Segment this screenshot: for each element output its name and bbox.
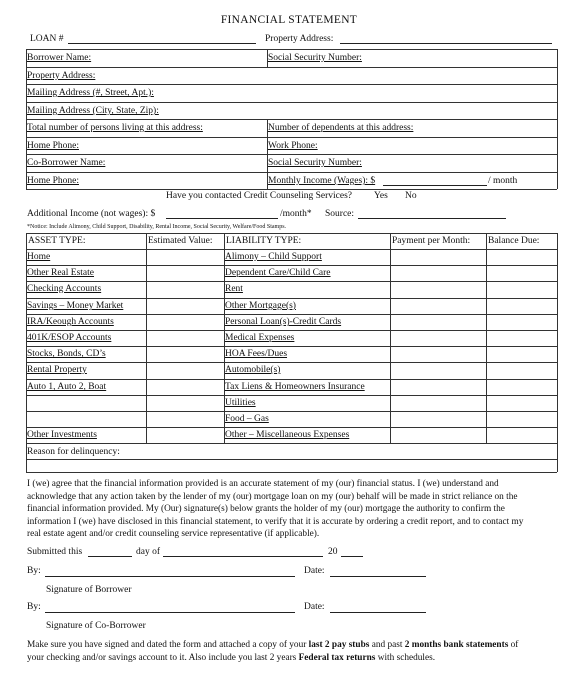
counseling-question: Have you contacted Credit Counseling Services? [166,191,352,201]
table-col-divider [557,233,558,443]
header-asset-type: ASSET TYPE: [28,236,86,246]
submitted-label: Submitted this [27,547,83,557]
counseling-yes-option[interactable]: Yes [374,191,388,201]
date-label-coborrower: Date: [304,602,325,612]
liability-type-cell: HOA Fees/Dues [225,349,288,359]
info-field-label: Mailing Address (#, Street, Apt.): [27,88,154,98]
tax-returns-emphasis: Federal tax returns [298,652,376,663]
per-month-suffix: / month [488,176,518,186]
closing-line-1 [27,639,549,652]
submitted-month-field[interactable] [163,556,323,557]
closing-text: with schedules. [375,652,436,663]
asset-type-cell: Auto 1, Auto 2, Boat [27,382,107,392]
monthly-income-field[interactable] [383,185,487,186]
by-label-coborrower: By: [27,602,41,612]
info-row-divider [26,172,557,173]
closing-text: Make sure you have signed and dated the form and attached a copy of your [27,640,309,650]
info-field-label: Social Security Number: [268,53,362,63]
table-header-divider [26,249,557,250]
liability-type-cell: Tax Liens & Homeowners Insurance [225,382,365,392]
liability-type-cell: Dependent Care/Child Care [225,268,331,278]
table-top-border [26,233,557,234]
source-field[interactable] [358,218,506,219]
info-row-divider [26,189,557,190]
table-row [26,427,557,428]
coborrower-date-field[interactable] [330,612,426,613]
loan-field[interactable] [68,43,256,44]
table-row [26,281,557,282]
agreement-paragraph [27,478,549,541]
liability-type-cell: Other – Miscellaneous Expenses [225,430,350,440]
table-row [26,411,557,412]
closing-instructions [27,639,549,664]
table-row [26,330,557,331]
header-liability-type: LIABILITY TYPE: [226,236,302,246]
info-field-label: Number of dependents at this address: [268,123,414,133]
info-field-label: Property Address: [27,71,96,81]
table-row [26,395,557,396]
borrower-date-field[interactable] [330,576,426,577]
table-row [26,298,557,299]
agreement-line: I (we) agree that the financial information provided is an accurate statement of my (our) financial status. I (we) understand and [27,479,499,489]
borrower-signature-caption: Signature of Borrower [46,585,132,595]
additional-income-label: Additional Income (not wages): $ [27,209,156,219]
per-month-label: /month* [280,209,312,219]
info-row-divider [26,154,557,155]
reason-label: Reason for delinquency: [27,447,120,457]
asset-type-cell: Rental Property [27,365,87,375]
info-field-label: Mailing Address (City, State, Zip): [27,106,159,116]
liability-type-cell: Alimony – Child Support [225,252,322,262]
agreement-line: real estate agent and/or credit counseling service representative (if applicable). [27,529,320,539]
liability-type-cell: Medical Expenses [225,333,295,343]
agreement-line: information I (we) have disclosed in this financial statement, to verify that it is accurate by ordering a credit report, and to contact my [27,516,524,527]
table-row [26,443,557,444]
asset-type-cell: Stocks, Bonds, CD’s [27,349,106,359]
page-title: FINANCIAL STATEMENT [220,14,358,26]
reason-divider [26,459,557,460]
asset-type-cell: Savings – Money Market [27,301,124,311]
closing-text: of [508,640,519,650]
info-field-label: Work Phone: [268,141,318,151]
table-row [26,346,557,347]
reason-border-right [557,443,558,472]
agreement-line: financial information provided. My (Our) signature(s) below grants the holder of my (our) mortgage the authority to confirm the [27,504,505,514]
by-label-borrower: By: [27,566,41,576]
header-payment-per-month: Payment per Month: [392,236,471,246]
info-field-label: Monthly Income (Wages): $ [268,176,376,186]
info-row-divider [26,119,557,120]
table-row [26,314,557,315]
year-prefix: 20 [328,547,338,557]
reason-bottom-border [26,472,557,473]
asset-type-cell: IRA/Keough Accounts [27,317,114,327]
info-field-label: Total number of persons living at this address: [27,123,203,133]
notice-text: *Notice: Include Alimony, Child Support, Disability, Rental Income, Social Security, Welfare/Food Stamps. [27,224,287,230]
asset-type-cell: 401K/ESOP Accounts [27,333,112,343]
date-label-borrower: Date: [304,566,325,576]
info-row-divider [26,67,557,68]
table-row [26,265,557,266]
info-row-divider [26,49,557,50]
asset-type-cell: Checking Accounts [27,284,102,294]
loan-label: LOAN # [30,34,64,44]
table-row [26,379,557,380]
liability-type-cell: Personal Loan(s)-Credit Cards [225,317,342,327]
header-estimated-value: Estimated Value: [148,236,213,246]
property-address-label: Property Address: [265,34,334,44]
counseling-no-option[interactable]: No [405,191,417,201]
liability-type-cell: Other Mortgage(s) [225,301,296,311]
info-row-divider [26,84,557,85]
info-field-label: Borrower Name: [27,53,92,63]
additional-income-field[interactable] [166,218,278,219]
coborrower-signature-caption: Signature of Co-Borrower [46,621,146,631]
table-row [26,362,557,363]
liability-type-cell: Food – Gas [225,414,269,424]
agreement-line: acknowledge that any action taken by the lender of my (our) mortgage loan on my (our) behalf will be made in strict reliance on the [27,491,518,502]
submitted-day-field[interactable] [88,556,132,557]
closing-text: and past [369,640,405,650]
day-of-label: day of [136,547,161,557]
info-row-divider [26,137,557,138]
header-balance-due: Balance Due: [488,236,540,246]
asset-type-cell: Other Real Estate [27,268,95,278]
info-field-label: Home Phone: [27,141,79,151]
info-row-divider [26,102,557,103]
info-border-right [557,49,558,189]
closing-line-2 [27,652,549,665]
asset-type-cell: Other Investments [27,430,97,440]
liability-type-cell: Rent [225,284,243,294]
property-address-field[interactable] [340,43,552,44]
bank-statements-emphasis: 2 months bank statements [404,640,509,650]
borrower-signature-field[interactable] [45,576,295,577]
closing-text: your checking and/or savings account to it. Also include you last 2 years [27,652,299,663]
info-field-label: Social Security Number: [268,158,362,168]
source-label: Source: [325,209,355,219]
pay-stubs-emphasis: last 2 pay stubs [308,640,370,650]
submitted-year-field[interactable] [341,556,363,557]
liability-type-cell: Automobile(s) [225,365,281,375]
info-field-label: Co-Borrower Name: [27,158,106,168]
coborrower-signature-field[interactable] [45,612,295,613]
info-field-label: Home Phone: [27,176,79,186]
liability-type-cell: Utilities [225,398,256,408]
asset-type-cell: Home [27,252,51,262]
